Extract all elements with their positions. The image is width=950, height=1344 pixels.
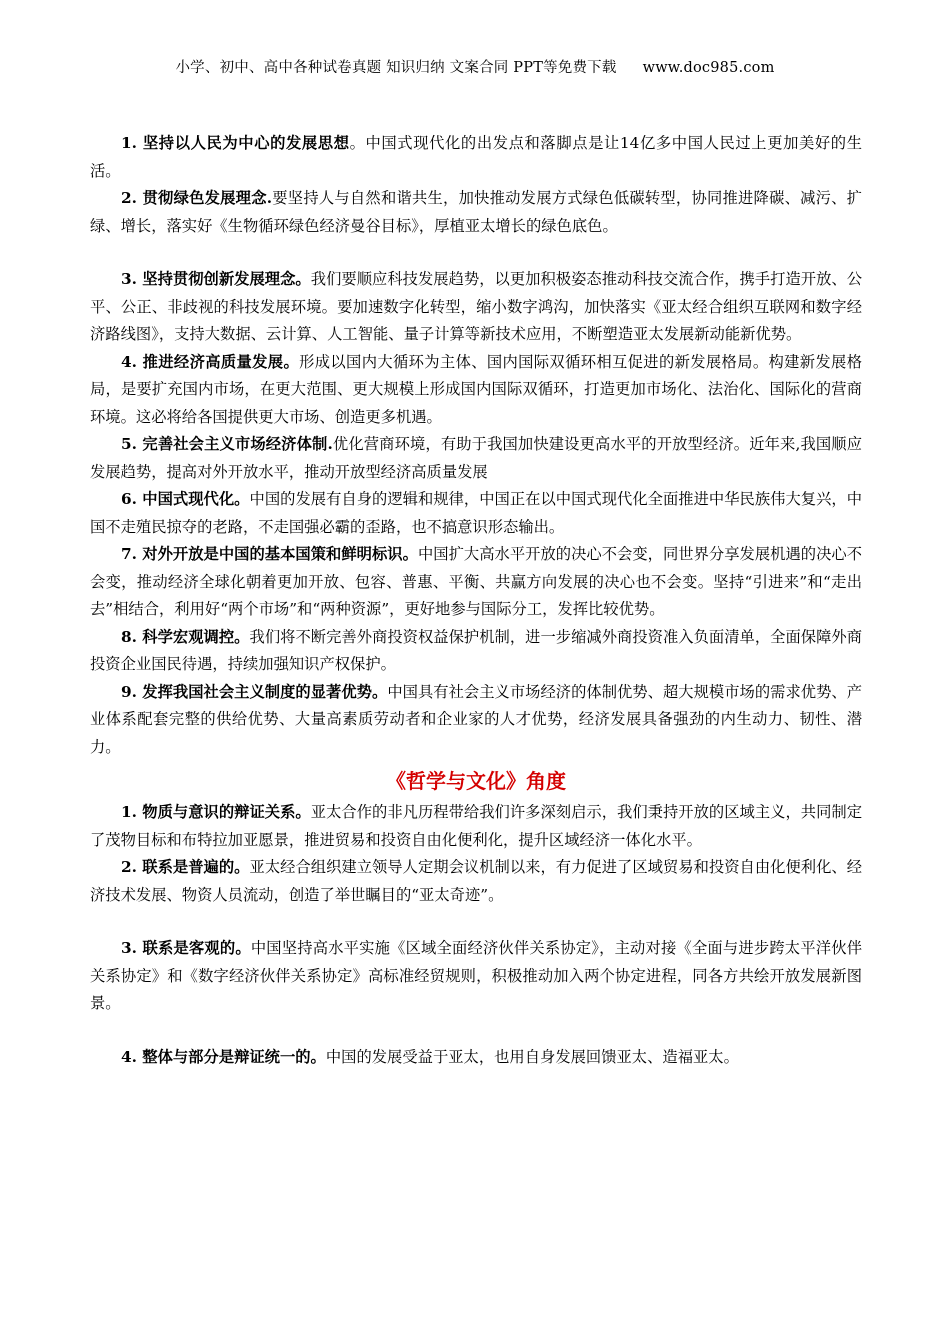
paragraph	[90, 799, 862, 854]
paragraph-lead: 4. 整体与部分是辩证统一的。	[121, 1047, 326, 1066]
paragraph-lead: 8. 科学宏观调控。	[121, 627, 250, 646]
paragraph-body: 我们要顺应科技发展趋势，以更加积极姿态推动科技交流合作，携手打造开放、公平、公正、非歧视的科技发展环境。要加速数字化转型，缩小数字鸿沟，加快落实《亚太经合组织互联网和数字经济路线图》，支持大数据、云计算、人工智能、量子计算等新技术应用，不断塑造亚太发展新动能新优势。	[90, 270, 862, 343]
paragraph	[90, 1044, 862, 1072]
paragraph	[90, 431, 862, 486]
paragraph	[90, 541, 862, 624]
blank-line	[90, 1018, 862, 1044]
paragraph-body: 中国具有社会主义市场经济的体制优势、超大规模市场的需求优势、产业体系配套完整的供给优势、大量高素质劳动者和企业家的人才优势，经济发展具备强劲的内生动力、韧性、潜力。	[90, 682, 862, 756]
header-site-url: www.doc985.com	[642, 60, 775, 76]
paragraph-body: 要坚持人与自然和谐共生，加快推动发展方式绿色低碳转型，协同推进降碳、减污、扩绿、增长，落实好《生物循环绿色经济曼谷目标》，厚植亚太增长的绿色底色。	[90, 189, 862, 235]
paragraph	[90, 679, 862, 762]
paragraph-body: 中国坚持高水平实施《区域全面经济伙伴关系协定》，主动对接《全面与进步跨太平洋伙伴关系协定》和《数字经济伙伴关系协定》高标准经贸规则，积极推动加入两个协定进程，同各方共绘开放发展新图景。	[90, 939, 863, 1012]
paragraph-body: 亚太经合组织建立领导人定期会议机制以来，有力促进了区域贸易和投资自由化便利化、经济技术发展、物资人员流动，创造了举世瞩目的“亚太奇迹”。	[90, 858, 862, 904]
paragraph-lead: 1. 物质与意识的辩证关系。	[121, 803, 311, 821]
paragraph-lead: 2. 联系是普遍的。	[121, 858, 250, 876]
paragraph-body: 。中国式现代化的出发点和落脚点是让14亿多中国人民过上更加美好的生活。	[90, 134, 862, 180]
paragraph-lead: 3. 坚持贯彻创新发展理念。	[121, 270, 311, 288]
paragraph-body: 优化营商环境，有助于我国加快建设更高水平的开放型经济。近年来,我国顺应发展趋势，提高对外开放水平，推动开放型经济高质量发展	[90, 435, 863, 481]
paragraph	[90, 185, 862, 240]
paragraph	[90, 266, 862, 349]
paragraph-body: 我们将不断完善外商投资权益保护机制，进一步缩减外商投资准入负面清单，全面保障外商投资企业国民待遇，持续加强知识产权保护。	[90, 627, 862, 673]
paragraph-body: 中国的发展受益于亚太，也用自身发展回馈亚太、造福亚太。	[325, 1047, 739, 1066]
paragraph	[90, 854, 862, 909]
document-body	[90, 130, 862, 1071]
paragraph-body: 中国扩大高水平开放的决心不会变，同世界分享发展机遇的决心不会变，推动经济全球化朝着更加开放、包容、普惠、平衡、共赢方向发展的决心也不会变。坚持“引进来”和“走出去”相结合，利用好“两个市场”和“两种资源”，更好地参与国际分工，发挥比较优势。	[90, 545, 862, 618]
paragraph-lead: 6. 中国式现代化。	[121, 490, 250, 508]
blank-line	[90, 909, 862, 935]
page-header	[0, 58, 950, 78]
paragraph-lead: 1. 坚持以人民为中心的发展思想	[121, 134, 350, 152]
blank-line	[90, 240, 862, 266]
paragraph	[90, 130, 862, 185]
paragraph	[90, 349, 862, 432]
paragraph-lead: 9. 发挥我国社会主义制度的显著优势。	[121, 682, 388, 701]
paragraph-lead: 7. 对外开放是中国的基本国策和鲜明标识。	[121, 545, 418, 563]
paragraph-body: 中国的发展有自身的逻辑和规律，中国正在以中国式现代化全面推进中华民族伟大复兴，中国不走殖民掠夺的老路，不走国强必霸的歪路，也不搞意识形态输出。	[90, 490, 862, 536]
paragraph	[90, 486, 862, 541]
paragraph-body: 形成以国内大循环为主体、国内国际双循环相互促进的新发展格局。构建新发展格局，是要扩充国内市场，在更大范围、更大规模上形成国内国际双循环，打造更加市场化、法治化、国际化的营商环境。这必将给各国提供更大市场、创造更多机遇。	[90, 352, 862, 426]
paragraph-lead: 3. 联系是客观的。	[121, 939, 251, 957]
section-title: 《哲学与文化》角度	[386, 769, 566, 793]
paragraph-lead: 4. 推进经济高质量发展。	[121, 352, 300, 371]
paragraph	[90, 935, 862, 1018]
paragraph	[90, 624, 862, 679]
paragraph-lead: 5. 完善社会主义市场经济体制.	[121, 435, 333, 453]
paragraph-lead: 2. 贯彻绿色发展理念.	[121, 189, 273, 207]
header-text: 小学、初中、高中各种试卷真题 知识归纳 文案合同 PPT等免费下载	[175, 60, 617, 76]
paragraph-body: 亚太合作的非凡历程带给我们许多深刻启示，我们秉持开放的区域主义，共同制定了茂物目标和布特拉加亚愿景，推进贸易和投资自由化便利化，提升区域经济一体化水平。	[90, 803, 862, 849]
